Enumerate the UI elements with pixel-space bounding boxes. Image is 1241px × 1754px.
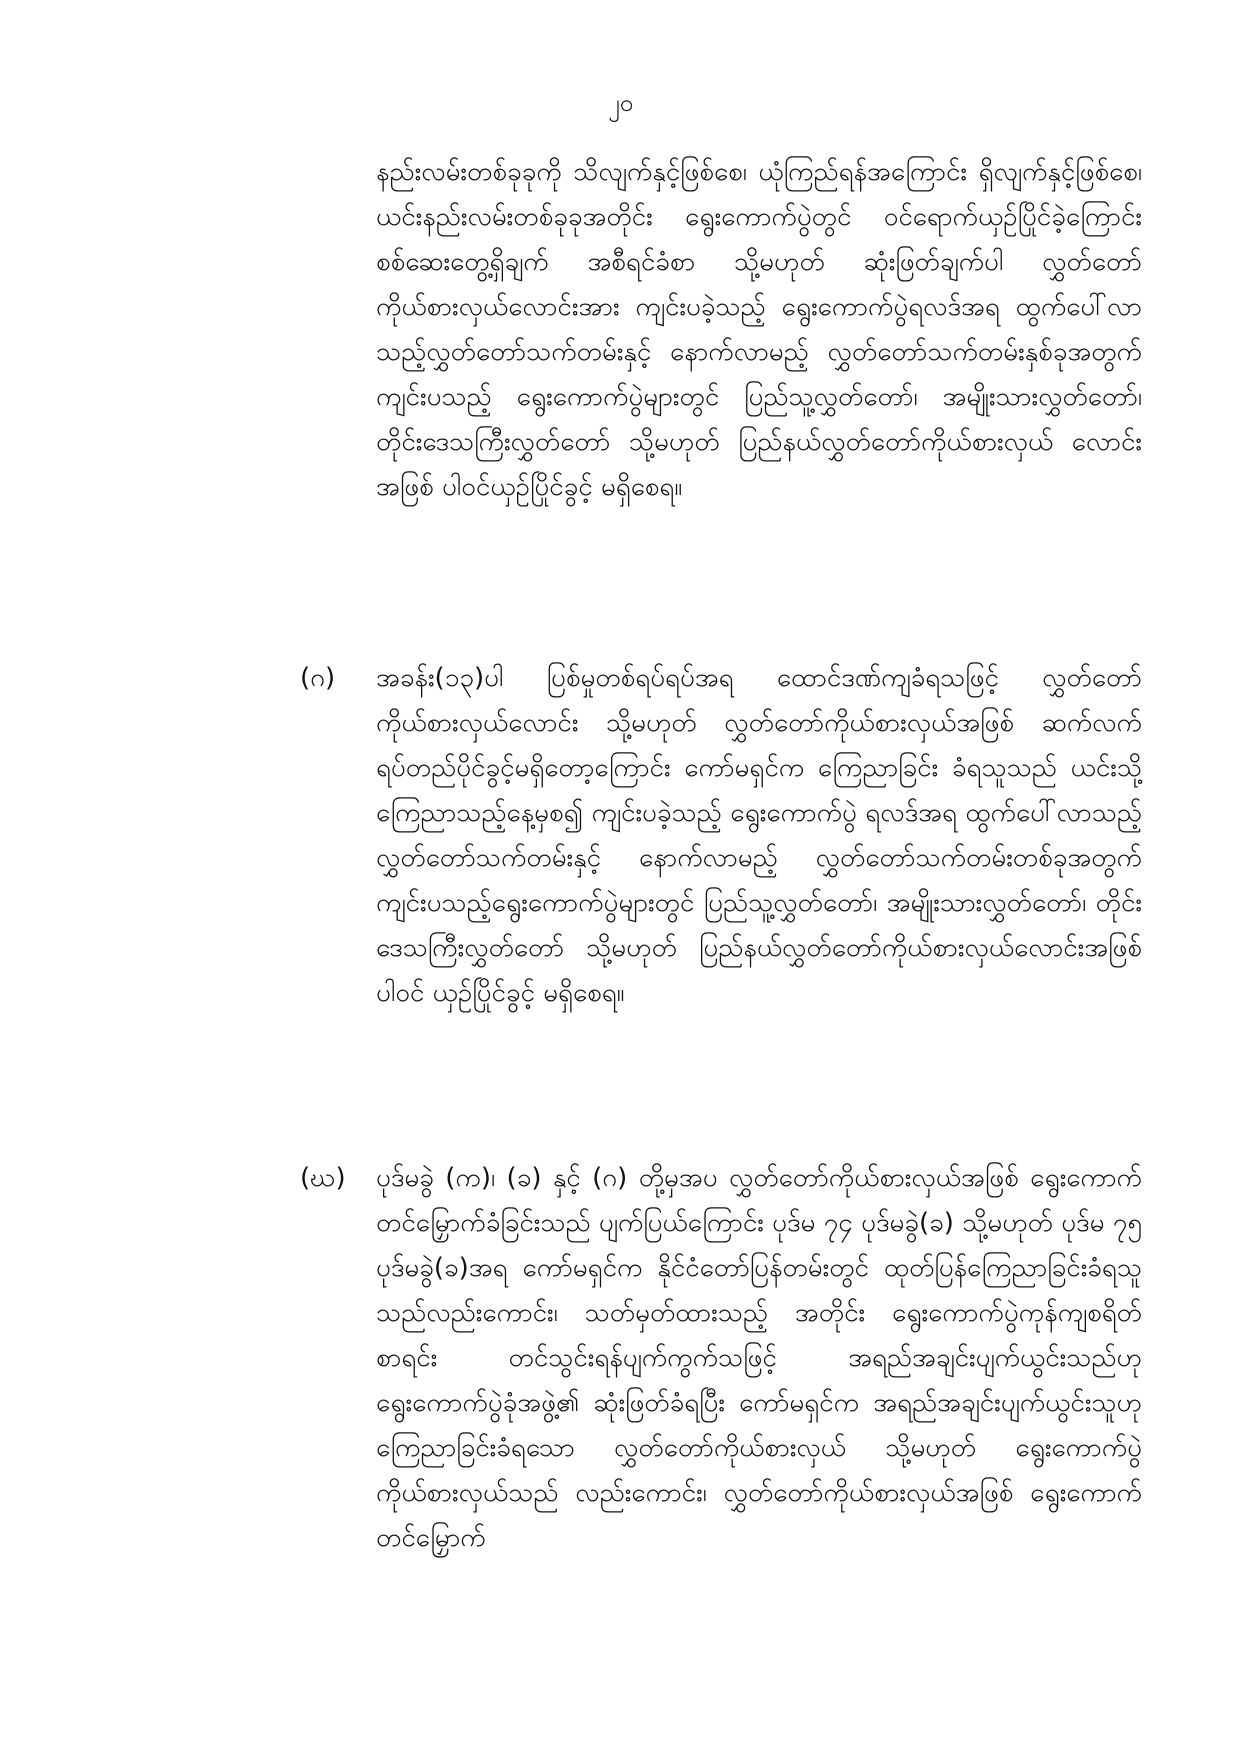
continued-paragraph: နည်းလမ်းတစ်ခုခုကို သိလျက်နှင့်ဖြစ်စေ၊ ယုံကြည်ရန်အကြောင်း ရှိလျက်နှင့်ဖြစ်စေ၊ ယင်းနည်းလမ်းတစ်ခုခုအတိုင်း ရွေးကောက်ပွဲတွင် ဝင်ရောက်ယှဉ်ပြိုင်ခဲ့ကြောင်း စစ်ဆေးတွေ့ရှိချက် အစီရင်ခံစာ သို့မဟုတ် ဆုံးဖြတ်ချက်ပါ လွှတ်တော်ကိုယ်စားလှယ်လောင်းအား ကျင်းပခဲ့သည့် ရွေးကောက်ပွဲရလဒ်အရ ထွက်ပေါ်လာသည့်လွှတ်တော်သက်တမ်းနှင့် နောက်လာမည့် လွှတ်တော်သက်တမ်းနှစ်ခုအတွက် ကျင်းပသည့် ရွေးကောက်ပွဲများတွင် ပြည်သူ့လွှတ်တော်၊ အမျိုးသားလွှတ်တော်၊ တိုင်းဒေသကြီးလွှတ်တော် သို့မဟုတ် ပြည်နယ်လွှတ်တော်ကိုယ်စားလှယ် လောင်းအဖြစ် ပါဝင်ယှဉ်ပြိုင်ခွင့် မရှိစေရ။ (376, 157, 1142, 502)
clause-text: ပုဒ်မခွဲ (က)၊ (ခ) နှင့် (ဂ) တို့မှအပ လွှတ်တော်ကိုယ်စားလှယ်အဖြစ် ရွေးကောက်တင်မြှောက်ခံခြင်းသည် ပျက်ပြယ်ကြောင်း ပုဒ်မ ၇၄ ပုဒ်မခွဲ(ခ) သို့မဟုတ် ပုဒ်မ ၇၅ ပုဒ်မခွဲ(ခ)အရ ကော်မရှင်က နိုင်ငံတော်ပြန်တမ်းတွင် ထုတ်ပြန်ကြေညာခြင်းခံရသူသည်လည်းကောင်း၊ သတ်မှတ်ထားသည့် အတိုင်း ရွေးကောက်ပွဲကုန်ကျစရိတ်စာရင်း တင်သွင်းရန်ပျက်ကွက်သဖြင့် အရည်အချင်းပျက်ယွင်းသည်ဟု ရွေးကောက်ပွဲခုံအဖွဲ့၏ ဆုံးဖြတ်ခံရပြီး ကော်မရှင်က အရည်အချင်းပျက်ယွင်းသူဟု ကြေညာခြင်းခံရသော လွှတ်တော်ကိုယ်စားလှယ် သို့မဟုတ် ရွေးကောက်ပွဲကိုယ်စားလှယ်သည် လည်းကောင်း၊ လွှတ်တော်ကိုယ်စားလှယ်အဖြစ် ရွေးကောက်တင်မြှောက် (376, 1163, 1142, 1553)
clause-marker: (ဂ) (300, 663, 336, 693)
clause-marker: (ဃ) (300, 1163, 346, 1193)
clause-text: အခန်း(၁၃)ပါ ပြစ်မှုတစ်ရပ်ရပ်အရ ထောင်ဒဏ်ကျခံရသဖြင့် လွှတ်တော် ကိုယ်စားလှယ်လောင်း သို့မဟုတ် လွှတ်တော်ကိုယ်စားလှယ်အဖြစ် ဆက်လက်ရပ်တည်ပိုင်ခွင့်မရှိတော့ကြောင်း ကော်မရှင်က ကြေညာခြင်း ခံရသူသည် ယင်းသို့ကြေညာသည့်နေ့မှစ၍ ကျင်းပခဲ့သည့် ရွေးကောက်ပွဲ ရလဒ်အရ ထွက်ပေါ်လာသည့် လွှတ်တော်သက်တမ်းနှင့် နောက်လာမည့် လွှတ်တော်သက်တမ်းတစ်ခုအတွက် ကျင်းပသည့်ရွေးကောက်ပွဲများတွင် ပြည်သူ့လွှတ်တော်၊ အမျိုးသားလွှတ်တော်၊ တိုင်းဒေသကြီးလွှတ်တော် သို့မဟုတ် ပြည်နယ်လွှတ်တော်ကိုယ်စားလှယ်လောင်းအဖြစ် ပါဝင် ယှဉ်ပြိုင်ခွင့် မရှိစေရ။ (376, 663, 1142, 1008)
page-number: ၂၀ (607, 89, 634, 117)
